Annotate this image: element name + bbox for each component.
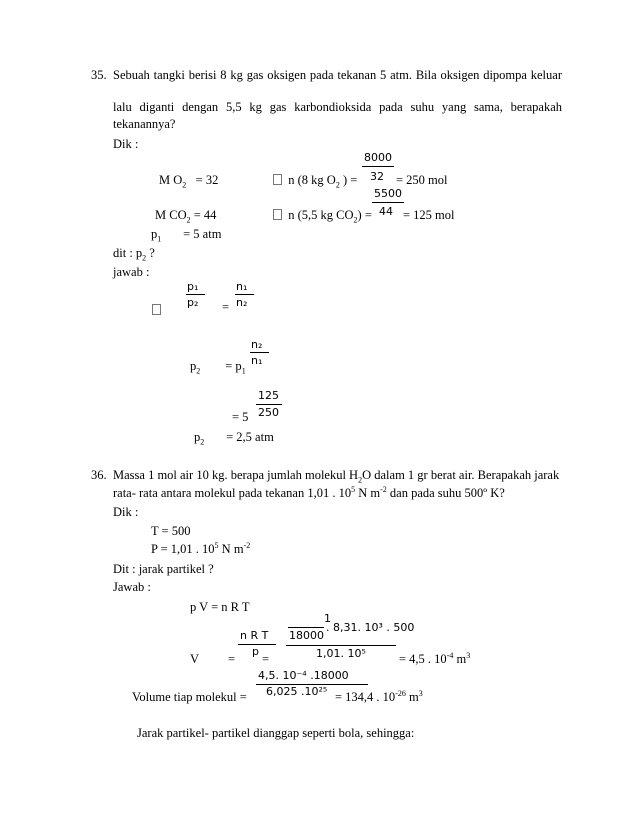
- volume-equals-1: =: [228, 652, 236, 666]
- volume-per-molecule-denominator: 6,025 .10²⁵: [266, 685, 328, 698]
- fraction-2-denominator: 44: [379, 205, 393, 218]
- ideal-gas-equation: p V = n R T: [190, 600, 250, 614]
- molar-mass-co2: M $CO_2 = 44$: [155, 208, 217, 225]
- p2-fraction-bar: [250, 352, 269, 353]
- problem-35-line-1: Sebuah tangki berisi 8 kg gas oksigen pada tekanan 5 atm. Bila oksigen dipompa keluar: [113, 68, 562, 82]
- p2-formula: $p_2$ = $p_1$: [190, 359, 246, 376]
- volume-equals-2: =: [262, 652, 270, 666]
- big-fraction-bar: [286, 645, 396, 646]
- given-pressure: P = 1,01 . $10^5$ N $m^{-2}$: [151, 540, 251, 556]
- fraction-3-bar: [256, 404, 282, 405]
- ratio-n-bar: [235, 294, 254, 295]
- volume-per-molecule-label: Volume tiap molekul =: [132, 690, 247, 704]
- ratio-equals: =: [222, 300, 230, 314]
- ratio-p1: p₁: [187, 280, 199, 293]
- times-five: = 5: [232, 410, 249, 424]
- molar-mass-o2: M $O_2$ = 32: [159, 173, 219, 190]
- volume-symbol: V: [190, 652, 200, 666]
- big-fraction-denominator: 1,01. 10⁵: [316, 647, 366, 660]
- problem-35-dik: Dik :: [113, 137, 139, 151]
- p2-fraction-numerator: n₂: [251, 338, 263, 351]
- fraction-1-numerator: 8000: [364, 151, 392, 164]
- nrt-denominator: p: [252, 645, 259, 658]
- fraction-2-numerator: 5500: [374, 187, 402, 200]
- volume-per-molecule-numerator: 4,5. 10⁻⁴ .18000: [258, 669, 349, 682]
- problem-36-line-1: Massa 1 mol air 10 kg. berapa jumlah molekul $H_2O$ dalam 1 gr berat air. Berapakah jarak: [113, 468, 560, 485]
- ratio-n1: n₁: [236, 280, 248, 293]
- problem-36-number: 36.: [91, 468, 107, 482]
- missing-glyph-icon: [273, 174, 282, 185]
- volume-per-molecule-result: = 134,4 . $10^{-26}$ $m^3$: [335, 688, 423, 704]
- ratio-p2: p₂: [187, 296, 199, 309]
- ratio-p-bar: [186, 294, 205, 295]
- fraction-1-denominator: 32: [370, 170, 384, 183]
- nrt-numerator: n R T: [240, 629, 269, 642]
- problem-35-dit: dit : $p_2$ ?: [113, 246, 155, 263]
- problem-35-line-3: tekanannya?: [113, 117, 176, 131]
- problem-35-line-2: lalu diganti dengan 5,5 kg gas karbondioksida pada suhu yang sama, berapakah: [113, 100, 562, 114]
- fraction-1-bar: [362, 166, 394, 167]
- fraction-3-denominator: 250: [258, 406, 279, 419]
- small-bar-18000: [288, 627, 324, 628]
- problem-36-jawab: Jawab :: [113, 580, 151, 594]
- problem-36-dik: Dik :: [113, 505, 139, 519]
- problem-35-number: 35.: [91, 68, 107, 82]
- fraction-2-bar: [372, 202, 404, 203]
- big-fraction-one: 1: [324, 612, 331, 625]
- jarak-partikel-statement: Jarak partikel- partikel dianggap seperti bola, sehingga:: [137, 726, 415, 740]
- missing-glyph-icon: [273, 209, 282, 220]
- pressure-p1: $p_1$ = 5 atm: [151, 227, 222, 244]
- moles-o2-result: = 250 mol: [396, 173, 448, 187]
- p2-fraction-denominator: n₁: [251, 354, 263, 367]
- problem-36-line-2: rata- rata antara molekul pada tekanan 1,01 . $10^5$ N $m^{-2}$ dan pada suhu 500º K?: [113, 484, 505, 500]
- volume-result: = 4,5 . $10^{-4}$ $m^3$: [399, 650, 471, 666]
- missing-glyph-icon: [152, 304, 161, 315]
- moles-co2: n (5,5 kg $CO_2$) =: [273, 208, 372, 222]
- fraction-3-numerator: 125: [258, 389, 279, 402]
- p2-result: $p_2$ = 2,5 atm: [194, 430, 274, 447]
- moles-co2-result: = 125 mol: [403, 208, 455, 222]
- problem-35-jawab: jawab :: [113, 265, 150, 279]
- moles-o2: n (8 kg $O_2$ ) =: [273, 173, 357, 187]
- ratio-n2: n₂: [236, 296, 248, 309]
- ratio-arrow-glyph: [152, 303, 161, 317]
- big-fraction-18000: 18000: [289, 629, 324, 642]
- problem-36-dit: Dit : jarak partikel ?: [113, 562, 214, 576]
- given-temperature: T = 500: [151, 524, 191, 538]
- big-fraction-rest: . 8,31. 10³ . 500: [326, 621, 415, 634]
